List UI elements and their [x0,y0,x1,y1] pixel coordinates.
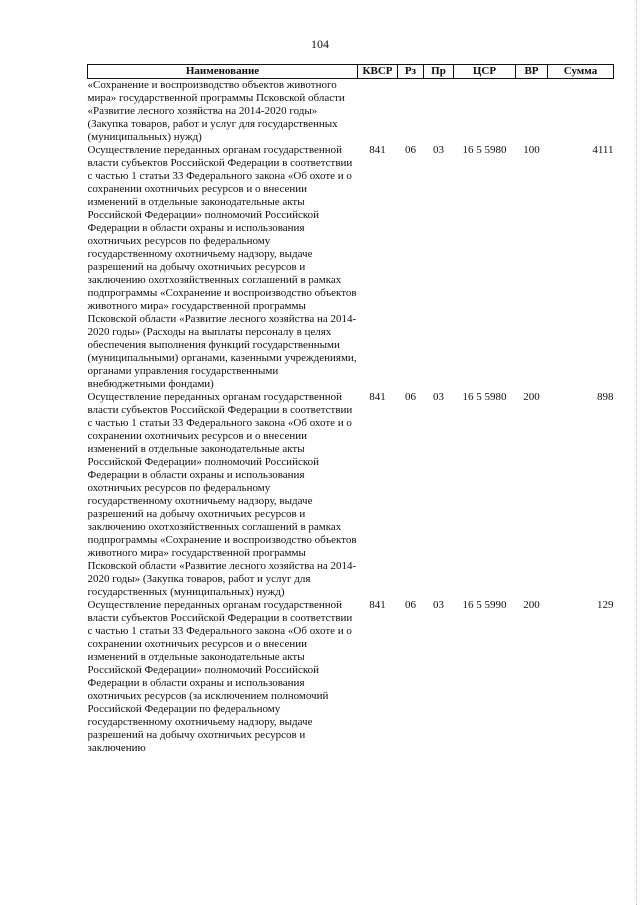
col-header-rz: Рз [398,65,424,79]
row-sum: 129 [597,599,614,611]
row-rz: 06 [405,144,416,156]
row-pr: 03 [433,599,444,611]
col-header-vr: ВР [516,65,548,79]
row-csr [454,79,516,145]
row-rz: 06 [405,391,416,403]
row-kvsr: 841 [369,599,386,611]
row-csr: 16 5 5990 [462,599,507,611]
row-kvsr [358,79,398,145]
row-sum [548,79,614,145]
row-name: Осуществление переданных органам государственной власти субъектов Российской Федерации в соответствии с частью 1 статьи 33 Федерального закона «Об охоте и о сохранении охотничьих ресурсов и о внесении изменений в отдельные законодательные акты Российской Федерации» полномочий Российской Федерации в области охраны и использования охотничьих ресурсов по федеральному государственному охотничьему надзору, выдаче разрешений на добычу охотничьих ресурсов и заключению охотхозяйственных соглашений в рамках подпрограммы «Сохранение и воспроизводство объектов животного мира» государственной программы Псковской области «Развитие лесного хозяйства на 2014-2020 годы» (Закупка товаров, работ и услуг для государственных (муниципальных) нужд) [87,391,357,598]
row-csr: 16 5 5980 [462,391,507,403]
row-sum: 4111 [592,144,614,156]
row-rz [398,79,424,145]
col-header-sum: Сумма [548,65,614,79]
row-pr [424,79,454,145]
row-rz: 06 [405,599,416,611]
table-row [88,391,614,599]
row-vr [516,79,548,145]
row-vr: 200 [523,391,540,403]
row-name: «Сохранение и воспроизводство объектов животного мира» государственной программы Псковской области «Развитие лесного хозяйства на 2014-2020 годы» (Закупка товаров, работ и услуг для государственных (муниципальных) нужд) [87,79,345,143]
row-csr: 16 5 5980 [462,144,507,156]
col-header-kvsr: КВСР [358,65,398,79]
scan-edge-mark [635,0,637,905]
table-row [88,599,614,755]
row-kvsr: 841 [369,391,386,403]
col-header-pr: Пр [424,65,454,79]
row-vr: 100 [523,144,540,156]
row-sum: 898 [597,391,614,403]
page-number: 104 [311,37,329,51]
row-name: Осуществление переданных органам государственной власти субъектов Российской Федерации в соответствии с частью 1 статьи 33 Федерального закона «Об охоте и о сохранении охотничьих ресурсов и о внесении изменений в отдельные законодательные акты Российской Федерации» полномочий Российской Федерации в области охраны и использования охотничьих ресурсов (за исключением полномочий Российской Федерации по федеральному государственному охотничьему надзору, выдаче разрешений на добычу охотничьих ресурсов и заключению [87,599,353,754]
col-header-name: Наименование [88,65,358,79]
row-pr: 03 [433,144,444,156]
row-pr: 03 [433,391,444,403]
col-header-csr: ЦСР [454,65,516,79]
table-row [88,144,614,391]
table-header-row [88,65,614,79]
row-vr: 200 [523,599,540,611]
row-name: Осуществление переданных органам государственной власти субъектов Российской Федерации в соответствии с частью 1 статьи 33 Федерального закона «Об охоте и о сохранении охотничьих ресурсов и о внесении изменений в отдельные законодательные акты Российской Федерации» полномочий Российской Федерации в области охраны и использования охотничьих ресурсов по федеральному государственному охотничьему надзору, выдаче разрешений на добычу охотничьих ресурсов и заключению охотхозяйственных соглашений в рамках подпрограммы «Сохранение и воспроизводство объектов животного мира» государственной программы Псковской области «Развитие лесного хозяйства на 2014-2020 годы» (Расходы на выплаты персоналу в целях обеспечения выполнения функций государственными (муниципальными) органами, казенными учреждениями, органами управления государственными внебюджетными фондами) [87,144,357,390]
row-kvsr: 841 [369,144,386,156]
table-row [88,79,614,145]
budget-table [87,64,614,755]
